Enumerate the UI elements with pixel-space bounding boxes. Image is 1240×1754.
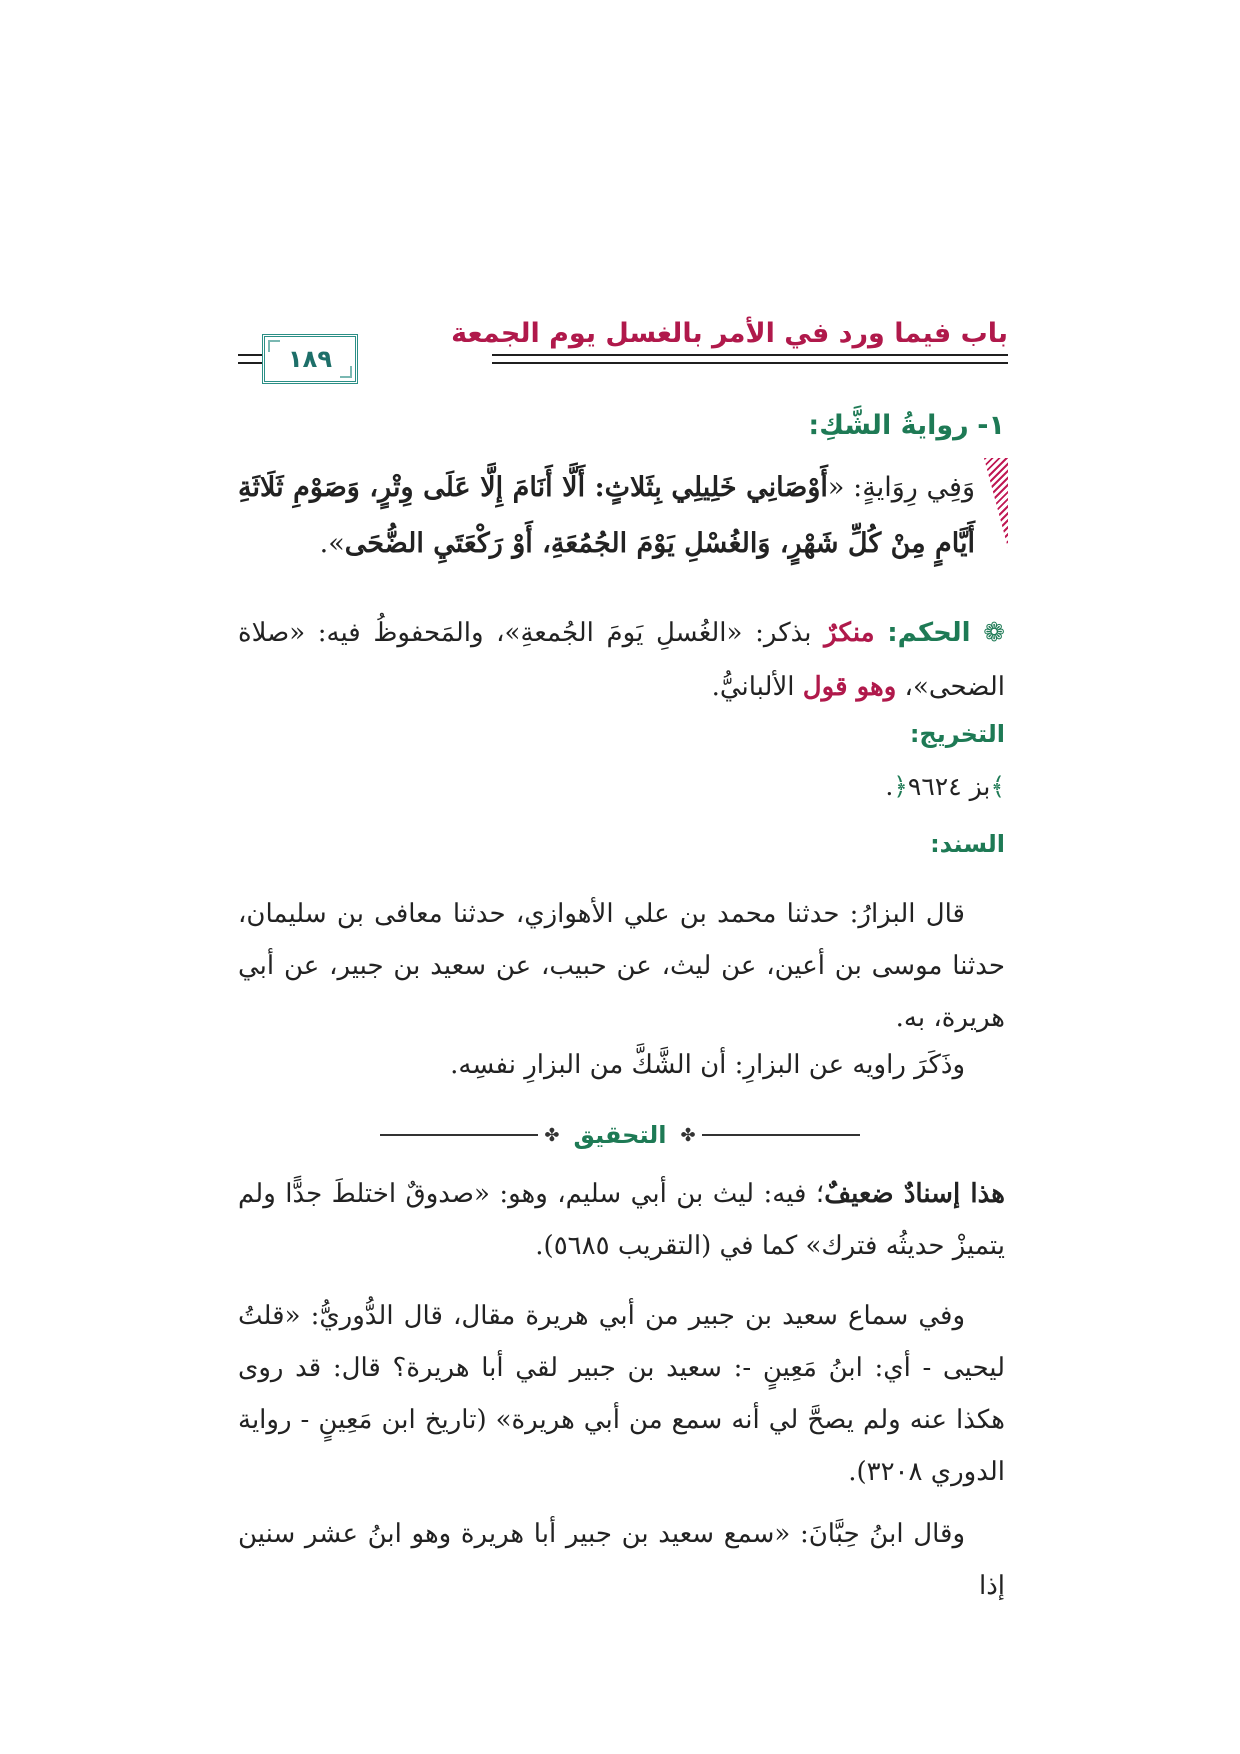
bracket-close-icon: ﴿ [893, 772, 908, 801]
ruling-text-2: الألبانيُّ. [711, 672, 803, 702]
sanad-paragraph: قال البزارُ: حدثنا محمد بن علي الأهوازي، حدثنا معافى بن سليمان، حدثنا موسى بن أعين، عن ليث، عن حبيب، عن سعيد بن جبير، عن أبي هريرة، به. [238, 899, 1005, 1033]
tahqiq-paragraph-1 [238, 1168, 1005, 1272]
takhrij-heading-text: التخريج: [909, 720, 1005, 748]
section-number: ١- [977, 410, 1005, 441]
tahqiq-heading: التحقيق [573, 1121, 667, 1149]
tahqiq-verdict: هذا إسنادٌ ضعيفٌ [824, 1179, 1005, 1209]
takhrij-ref-text: بز ٩٦٢٤ [907, 772, 991, 801]
ruling-paragraph [238, 606, 1005, 714]
tahqiq-divider [380, 1120, 860, 1150]
divider-line-right [702, 1134, 860, 1136]
ruling-text-1: بذكر: «الغُسلِ يَومَ الجُمعةِ»، والمَحفوظُ فيه: «صلاة الضحى»، [238, 618, 1005, 702]
divider-ornament-right-icon: ✤ [680, 1124, 696, 1146]
takhrij-reference [238, 772, 1005, 801]
divider-ornament-left-icon: ✤ [544, 1124, 560, 1146]
takhrij-heading [238, 720, 1005, 748]
header-rule-top-left [238, 354, 262, 356]
tahqiq-p1-text: ؛ فيه: ليث بن أبي سليم، وهو: «صدوقٌ اختلطَ جدًّا ولم يتميزْ حديثُه فترك» كما في (التقريب ٥٦٨٥). [238, 1179, 1005, 1261]
ruling-qawl: وهو قول [802, 672, 897, 702]
header-rule-bottom-right [492, 362, 1008, 364]
narration-quote: أَوْصَانِي خَلِيلِي بِثَلاثٍ: أَلَّا أَنَامَ إِلَّا عَلَى وِتْرٍ، وَصَوْمِ ثَلَاثَةِ أَيَّامٍ مِنْ كُلِّ شَهْرٍ، وَالغُسْلِ يَوْمَ الجُمُعَةِ، أَوْ رَكْعَتَيِ الضُّحَى [238, 472, 975, 559]
takhrij-end: . [885, 772, 894, 801]
sanad-heading [238, 830, 1005, 858]
page-number: ١٨٩ [288, 345, 332, 373]
narration-outro: ». [319, 528, 345, 559]
header-rule-top-right [492, 354, 1008, 356]
sanad-heading-text: السند: [930, 830, 1005, 858]
section-title: روايةُ الشَّكِ: [808, 410, 969, 441]
tahqiq-paragraph-3: وقال ابنُ حِبَّانَ: «سمع سعيد بن جبير أبا هريرة وهو ابنُ عشر سنين إذا [238, 1519, 1005, 1601]
running-title: باب فيما ورد في الأمر بالغسل يوم الجمعة [451, 318, 1008, 349]
divider-line-left [380, 1134, 538, 1136]
section-heading [238, 410, 1005, 441]
tahqiq-paragraph-2: وفي سماع سعيد بن جبير من أبي هريرة مقال، قال الدُّوريُّ: «قلتُ ليحيى - أي: ابنُ مَعِينٍ -: سعيد بن جبير لقي أبا هريرة؟ قال: قد روى هكذا عنه ولم يصحَّ لي أنه سمع من أبي هريرة» (تاريخ ابن مَعِينٍ - رواية الدوري ٣٢٠٨). [238, 1301, 1005, 1487]
narration-paragraph [238, 460, 1005, 572]
header-rule-bottom-left [238, 362, 262, 364]
page-number-badge [262, 334, 358, 384]
sanad-note: وذَكَرَ راويه عن البزارِ: أن الشَّكَّ من البزارِ نفسِه. [450, 1050, 965, 1080]
narration-intro: وَفِي رِوَايةٍ: « [827, 472, 975, 503]
ruling-verdict: منكرٌ [824, 618, 875, 648]
flower-icon: ❁ [983, 618, 1006, 648]
bracket-open-icon: ﴾ [990, 772, 1005, 801]
ruling-label: الحكم: [887, 618, 971, 648]
